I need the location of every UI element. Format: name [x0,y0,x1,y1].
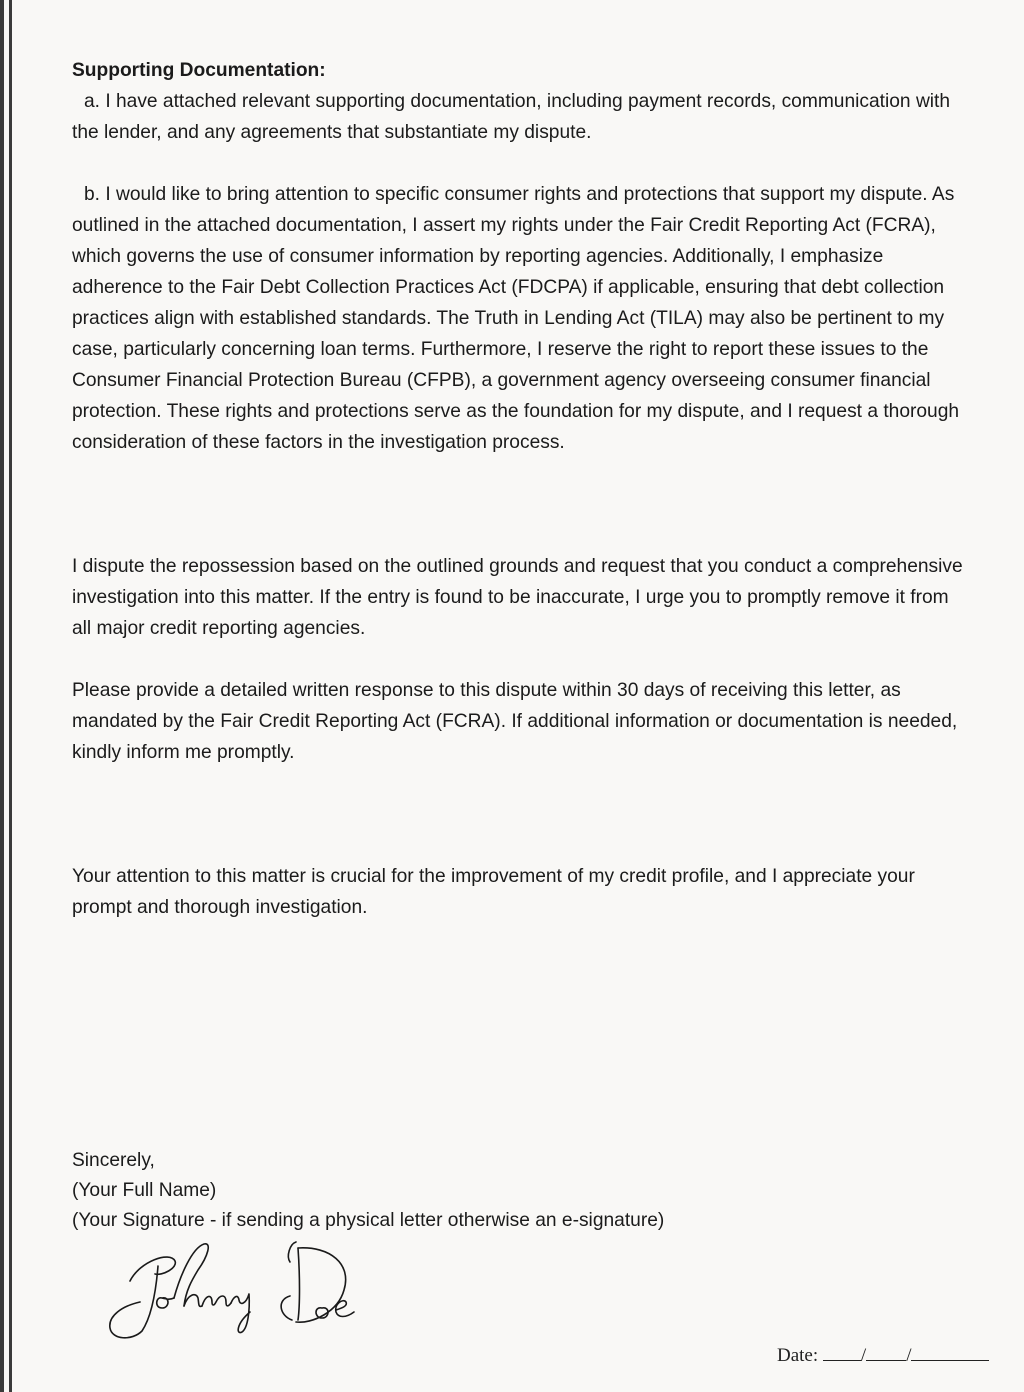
full-name-placeholder: (Your Full Name) [72,1180,217,1201]
dispute-paragraph: I dispute the repossession based on the outlined grounds and request that you conduct a comprehensive investigation into this matter. If the entry is found to be inaccurate, I urge you to promptly remove it from all major credit reporting agencies. [72,556,963,639]
date-day-blank [866,1340,906,1361]
item-a-paragraph: a. I have attached relevant supporting documentation, including payment records, communication with the lender, and any agreements that substantiate my dispute. [72,91,951,143]
signature-note: (Your Signature - if sending a physical letter otherwise an e-signature) [72,1210,665,1231]
letter-body [72,55,972,923]
attention-paragraph: Your attention to this matter is crucial for the improvement of my credit profile, and I appreciate your prompt and thorough investigation. [72,866,915,918]
date-year-blank [911,1340,989,1361]
section-heading: Supporting Documentation: [72,60,326,81]
date-field [777,1340,989,1370]
handwritten-signature [100,1236,380,1346]
date-month-blank [823,1340,861,1361]
date-label: Date: [777,1345,819,1366]
closing-block [72,1146,664,1236]
item-b-paragraph: b. I would like to bring attention to specific consumer rights and protections that support my dispute. As outlined in the attached documentation, I assert my rights under the Fair Credit Reporting Act (FCRA), which governs the use of consumer information by reporting agencies. Additionally, I emphasize adherence to the Fair Debt Collection Practices Act (FDCPA) if applicable, ensuring that debt collection practices align with established standards. The Truth in Lending Act (TILA) may also be pertinent to my case, particularly concerning loan terms. Furthermore, I reserve the right to report these issues to the Consumer Financial Protection Bureau (CFPB), a government agency overseeing consumer financial protection. These rights and protections serve as the foundation for my dispute, and I request a thorough consideration of these factors in the investigation process. [72,184,960,453]
left-border-inner [9,0,12,1392]
date-separator-2: / [906,1345,912,1366]
left-border-outer [0,0,4,1392]
response-request-paragraph: Please provide a detailed written response to this dispute within 30 days of receiving this letter, as mandated by the Fair Credit Reporting Act (FCRA). If additional information or documentation is needed, kindly inform me promptly. [72,680,958,763]
sincerely-text: Sincerely, [72,1150,155,1171]
date-separator-1: / [860,1345,867,1366]
